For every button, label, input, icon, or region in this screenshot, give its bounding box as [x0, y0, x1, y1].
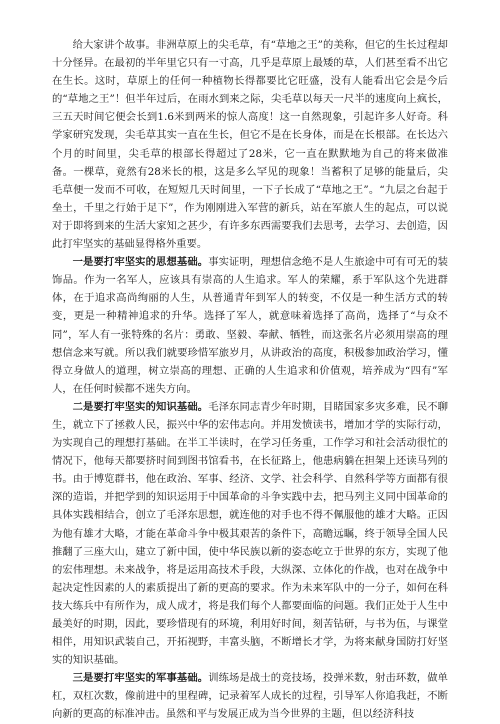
paragraph-knowledge-foundation — [52, 398, 448, 669]
paragraph-body: 毛泽东同志青少年时期，目睹国家多灾多难，民不聊生，就立下了拯救人民，振兴中华的宏伟志向。并用发愤读书，增加才学的实际行动，为实现自己的理想打基础。在半工半读时，在学习任务重，工作学习和社会活动很忙的情况下，他每天都要挤时间到图书馆看书，在长征路上，他患病躺在担架上还读马列的书。由于博览群书，他在政治、军事、经济、文学、社会科学、自然科学等方面都有很深的造诣，并把学到的知识运用于中国革命的斗争实践中去，把马列主义同中国革命的具体实践相结合，创立了毛泽东思想，就连他的对手也不得不佩服他的雄才大略。正因为他有雄才大略，才能在革命斗争中极其艰苦的条件下，高瞻远瞩，终于领导全国人民推翻了三座大山，建立了新中国，使中华民族以新的姿态屹立于世界的东方，实现了他的宏伟理想。未来战争，将是运用高技术手段，大纵深、立体化的作战，也对在战争中起决定性因素的人的素质提出了新的更高的要求。作为未来军队中的一分子，如何在科技大练兵中有所作为，成人成才，将是我们每个人都要面临的问题。我们正处于人生中最美好的时期，因此，要珍惜现有的环境，利用好时间，刻苦钻研，与书为伍，与课堂相伴，用知识武装自己，开拓视野，丰富头脑，不断增长才学，为将来献身国防打好坚实的知识基础。 — [52, 400, 448, 667]
paragraph-lead: 二是要打牢坚实的知识基础。 — [72, 400, 209, 413]
paragraph-ideological-foundation — [52, 253, 448, 398]
paragraph-military-foundation — [52, 669, 448, 723]
paragraph-body: 训练场是战士的竞技场，投弹米数，射击环数，做单杠，双杠次数，像前进中的里程碑，记录着军人成长的过程，引导军人你追我赶，不断向新的更高的标准冲击。虽然和平与发展正成为当今世界的主题，但以经济科技 — [52, 672, 448, 721]
paragraph-lead: 一是要打牢坚实的思想基础。 — [72, 256, 209, 269]
paragraph-story — [52, 36, 448, 253]
paragraph-body: 给大家讲个故事。非洲草原上的尖毛草，有“草地之王”的美称，但它的生长过程却十分怪异。在最初的半年里它只有一寸高，几乎是草原上最矮的草，人们甚至看不出它在生长。这时，草原上的任何一种植物长得都要比它旺盛，没有人能看出它会是今后的“草地之王”！但半年过后，在雨水到来之际，尖毛草以每天一尺半的速度向上疯长，三五天时间它便会长到1.6米到两米的惊人高度！这一自然现象，引起许多人好奇。科学家研究发现，尖毛草其实一直在生长，但它不是在长身体，而是在长根部。在长达六个月的时间里，尖毛草的根部长得超过了28米，它一直在默默地为自己的将来做准备。一棵草，竟然有28米长的根，这是多么罕见的现象！当蓄积了足够的能量后，尖毛草便一发而不可收，在短短几天时间里，一下子长成了“草地之王”。“九层之台起于垒土，千里之行始于足下”，作为刚刚进入军营的新兵，站在军旅人生的起点，可以说对于即将到来的生活大家知之甚少，有许多东西需要我们去思考，去学习、去创造，因此打牢坚实的基础显得格外重要。 — [52, 39, 448, 251]
paragraph-lead: 三是要打牢坚实的军事基础。 — [72, 672, 209, 685]
paragraph-body: 事实证明，理想信念绝不是人生旅途中可有可无的装饰品。作为一名军人，应该具有崇高的人生追求。军人的荣耀，系于军队这个先进群体，在于追求高尚绚丽的人生，从普通青年到军人的转变，不仅是一种生活方式的转变，更是一种精神追求的升华。选择了军人，就意味着选择了高尚，选择了“与众不同”，军人有一张特殊的名片：勇敢、坚毅、奉献、牺牲，而这张名片必须用崇高的理想信念来写就。所以我们就要珍惜军旅岁月，从讲政治的高度，积极参加政治学习，懂得立身做人的道理，树立崇高的理想、正确的人生追求和价值观，培养成为“四有”军人，在任何时候都不迷失方向。 — [52, 256, 448, 395]
